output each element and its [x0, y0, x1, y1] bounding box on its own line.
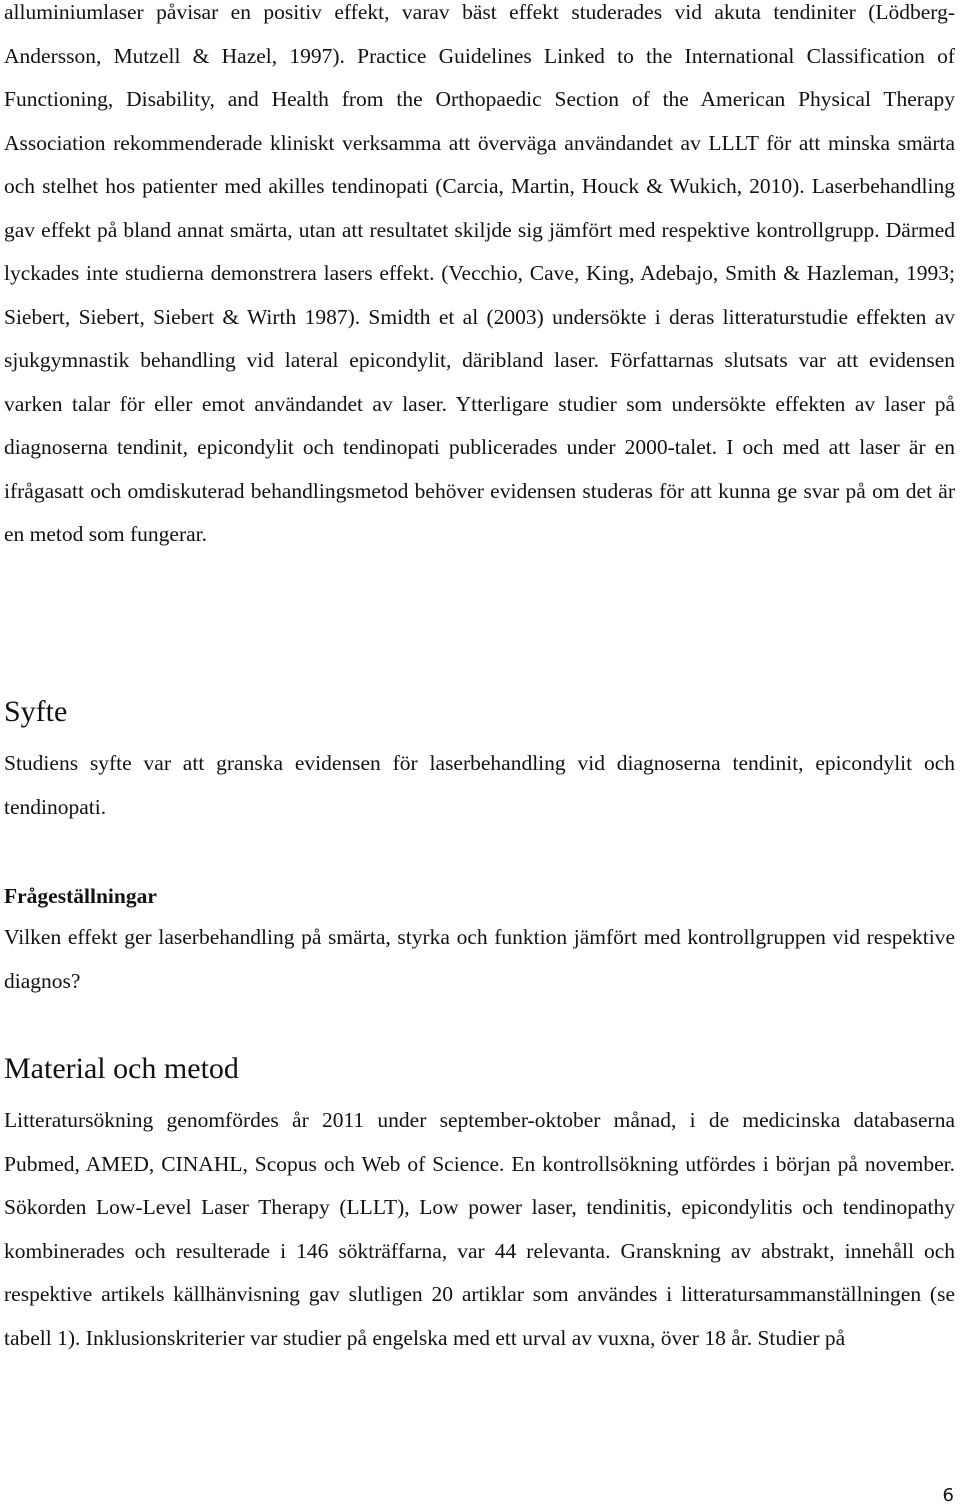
material-paragraph: Litteratursökning genomfördes år 2011 under september-oktober månad, i de medicinska databaserna Pubmed, AMED, CINAHL, Scopus och Web of Science. En kontrollsökning utfördes i början på november. Sökorden Low-Level Laser Therapy (LLLT), Low power laser, tendinitis, epicondylitis och tendinopathy kombinerades och resulterade i 146 sökträffarna, var 44 relevanta. Granskning av abstrakt, innehåll och respektive artikels källhänvisning gav slutligen 20 artiklar som användes i litteratursammanställningen (se tabell 1). Inklusionskriterier var studier på engelska med ett urval av vuxna, över 18 år. Studier på: [4, 1108, 955, 1350]
page-number: 6: [942, 1485, 954, 1506]
heading-fragestallningar: Frågeställningar: [4, 884, 157, 908]
fragestallningar-paragraph: Vilken effekt ger laserbehandling på smärta, styrka och funktion jämfört med kontrollgruppen vid respektive diagnos?: [4, 925, 955, 993]
syfte-paragraph: Studiens syfte var att granska evidensen för laserbehandling vid diagnoserna tendinit, epicondylit och tendinopati.: [4, 751, 955, 819]
intro-paragraph: alluminiumlaser påvisar en positiv effekt, varav bäst effekt studerades vid akuta tendiniter (Lödberg-Andersson, Mutzell & Hazel, 1997). Practice Guidelines Linked to the International Classification of Functioning, Disability, and Health from the Orthopaedic Section of the American Physical Therapy Association rekommenderade kliniskt verksamma att överväga användandet av LLLT för att minska smärta och stelhet hos patienter med akilles tendinopati (Carcia, Martin, Houck & Wukich, 2010). Laserbehandling gav effekt på bland annat smärta, utan att resultatet skiljde sig jämfört med respektive kontrollgrupp. Därmed lyckades inte studierna demonstrera lasers effekt. (Vecchio, Cave, King, Adebajo, Smith & Hazleman, 1993; Siebert, Siebert, Siebert & Wirth 1987). Smidth et al (2003) undersökte i deras litteraturstudie effekten av sjukgymnastik behandling vid lateral epicondylit, däribland laser. Författarnas slutsats var att evidensen varken talar för eller emot användandet av laser. Ytterligare studier som undersökte effekten av laser på diagnoserna tendinit, epicondylit och tendinopati publicerades under 2000-talet. I och med att laser är en ifrågasatt och omdiskuterad behandlingsmetod behöver evidensen studeras för att kunna ge svar på om det är en metod som fungerar.: [4, 0, 955, 546]
heading-syfte: Syfte: [4, 695, 68, 728]
heading-material-och-metod: Material och metod: [4, 1052, 239, 1085]
